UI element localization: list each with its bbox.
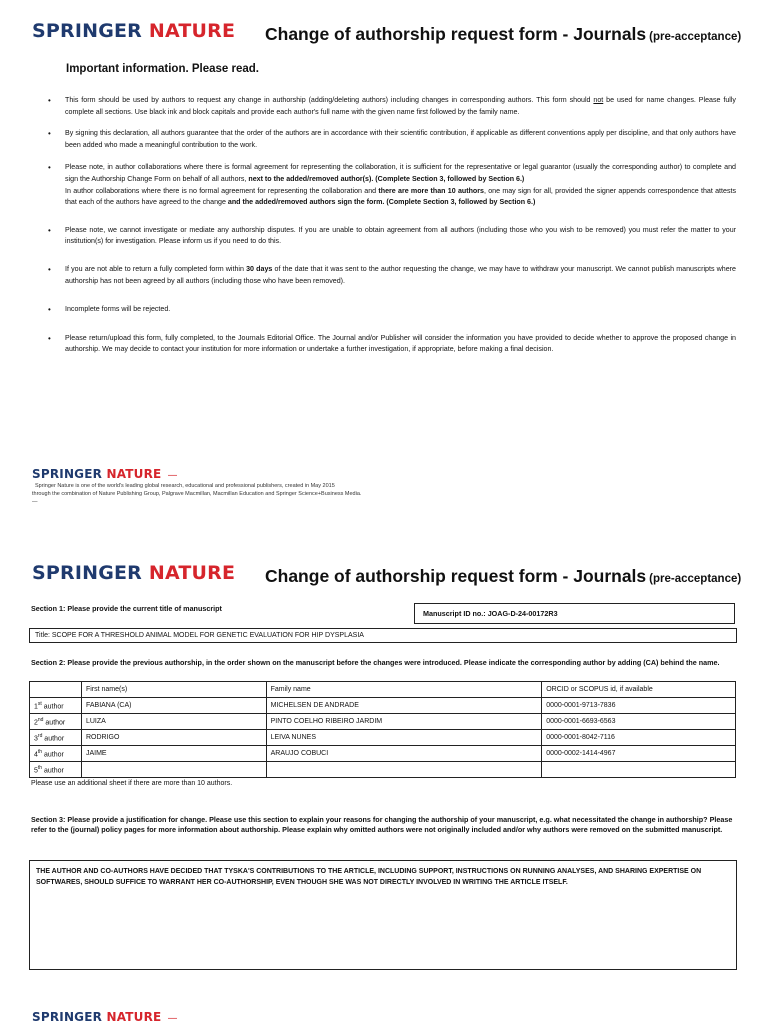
col-first-name: First name(s) xyxy=(81,682,266,698)
author-number: 5th author xyxy=(30,762,82,778)
info-bullet-5: • If you are not able to return a fully completed form within 30 days of the date that it was sent to the author requesting the change, we may have to withdraw your manuscript. We cannot publish manuscripts where authorship has not been agreed by all authors (including those who have been removed). xyxy=(48,264,736,287)
first-name-cell[interactable]: LUIZA xyxy=(81,714,266,730)
family-name-cell[interactable]: PINTO COELHO RIBEIRO JARDIM xyxy=(266,714,542,730)
info-bullet-1: • This form should be used by authors to request any change in authorship (adding/deleting authors) including changes in corresponding authors. This form should not be used for name changes. Please fully complete all sections. Use black ink and block capitals and provide each author's full name with the given name first followed by the family name. xyxy=(48,95,736,118)
justification-text: THE AUTHOR AND CO-AUTHORS HAVE DECIDED THAT TYSKA'S CONTRIBUTIONS TO THE ARTICLE, INCLUDING SUPPORT, INSTRUCTIONS ON RUNNING ANALYSES, AND SHARING EXPERTISE ON SOFTWARES, SHOULD SUFFICE TO WARRANT HER CO-AUTHORSHIP, EVEN THOUGH SHE WAS NOT DIRECTLY INVOLVED IN WRITING THE ARTICLE ITSELF. xyxy=(36,868,702,886)
manuscript-title-value: Title: SCOPE FOR A THRESHOLD ANIMAL MODEL FOR GENETIC EVALUATION FOR HIP DYSPLASIA xyxy=(35,632,364,639)
orcid-cell[interactable] xyxy=(542,762,736,778)
previous-authorship-table xyxy=(29,681,736,778)
form-page-2 xyxy=(0,545,768,1024)
first-name-cell[interactable]: JAIME xyxy=(81,746,266,762)
family-name-cell[interactable]: LEIVA NUNES xyxy=(266,730,542,746)
springer-nature-logo: SPRINGER NATURE xyxy=(32,20,236,42)
author-number: 2nd author xyxy=(30,714,82,730)
important-info-heading: Important information. Please read. xyxy=(66,63,259,75)
first-name-cell[interactable]: FABIANA (CA) xyxy=(81,698,266,714)
family-name-cell[interactable]: MICHELSEN DE ANDRADE xyxy=(266,698,542,714)
col-family-name: Family name xyxy=(266,682,542,698)
family-name-cell[interactable]: ARAUJO COBUCI xyxy=(266,746,542,762)
first-name-cell[interactable]: RODRIGO xyxy=(81,730,266,746)
info-bullet-6: • Incomplete forms will be rejected. xyxy=(48,304,736,316)
important-info-list xyxy=(48,95,736,356)
col-orcid: ORCID or SCOPUS id, if available xyxy=(542,682,736,698)
table-header-row xyxy=(30,682,736,698)
section3-label: Section 3: Please provide a justification for change. Please use this section to explain your reasons for changing the authorship of your manuscript, e.g. what necessitated the change in authorship? Please refer to the (journal) policy pages for more information about authorship. Please explain why omitted authors were not originally included and/or why authors were removed on the submitted manuscript. xyxy=(31,815,733,834)
footer-logo-page2: SPRINGER NATURE — xyxy=(32,1010,178,1024)
table-row xyxy=(30,762,736,778)
table-row xyxy=(30,714,736,730)
footer-logo: SPRINGER NATURE — xyxy=(32,467,178,481)
table-row xyxy=(30,730,736,746)
springer-nature-logo-page2: SPRINGER NATURE xyxy=(32,562,236,584)
additional-sheet-note: Please use an additional sheet if there are more than 10 authors. xyxy=(31,780,233,787)
first-name-cell[interactable] xyxy=(81,762,266,778)
family-name-cell[interactable] xyxy=(266,762,542,778)
orcid-cell[interactable]: 0000-0002-1414-4967 xyxy=(542,746,736,762)
info-bullet-2: • By signing this declaration, all authors guarantee that the order of the authors are in accordance with their scientific contribution, if applicable as different conventions apply per discipline, and that only authors have been added who made a meaningful contribution to the work. xyxy=(48,128,736,151)
manuscript-id-box[interactable] xyxy=(414,603,735,624)
author-number: 4th author xyxy=(30,746,82,762)
info-bullet-4: • Please note, we cannot investigate or mediate any authorship disputes. If you are unable to obtain agreement from all authors (including those who you wish to be removed) you must refer the matter to your institution(s) for investigation. Please inform us if you need to do this. xyxy=(48,225,736,248)
orcid-cell[interactable]: 0000-0001-9713-7836 xyxy=(542,698,736,714)
table-row xyxy=(30,746,736,762)
section1-label: Section 1: Please provide the current title of manuscript xyxy=(31,604,222,613)
footer-note: Springer Nature is one of the world's leading global research, educational and professional publishers, created in May 2015 through the combination of Nature Publishing Group, Palgrave Macmillan, Macmillan Education and Springer Science+Business Media. — xyxy=(32,483,362,505)
manuscript-id-value: Manuscript ID no.: JOAG-D-24-00172R3 xyxy=(423,609,558,618)
author-number: 1st author xyxy=(30,698,82,714)
table-row xyxy=(30,698,736,714)
orcid-cell[interactable]: 0000-0001-6693-6563 xyxy=(542,714,736,730)
section2-label: Section 2: Please provide the previous authorship, in the order shown on the manuscript before the changes were introduced. Please indicate the corresponding author by adding (CA) behind the name. xyxy=(31,658,720,667)
form-title: Change of authorship request form - Journals (pre-acceptance) xyxy=(265,24,742,44)
orcid-cell[interactable]: 0000-0001-8042-7116 xyxy=(542,730,736,746)
author-number: 3rd author xyxy=(30,730,82,746)
manuscript-title-field[interactable] xyxy=(29,628,737,643)
info-bullet-3: • Please note, in author collaborations where there is formal agreement for representing the collaboration, it is sufficient for the representative or legal guarantor (usually the corresponding author) to complete and sign the Authorship Change Form on behalf of all authors, next to the added/removed author(s). (Complete Section 3, followed by Section 6.) In author collaborations where there is no formal agreement for representing the collaboration and there are more than 10 authors, one may sign for all, provided the signer appends correspondence that attests that each of the authors have agreed to the change and the added/removed authors sign the form. (Complete Section 3, followed by Section 6.) xyxy=(48,162,736,208)
form-title-page2: Change of authorship request form - Journals (pre-acceptance) xyxy=(265,566,742,586)
info-bullet-7: • Please return/upload this form, fully completed, to the Journals Editorial Office. The Journal and/or Publisher will consider the information you have provided to decide whether to approve the proposed change in authorship. We may decide to contact your institution for more information or undertake a further investigation, if appropriate, before making a final decision. xyxy=(48,333,736,356)
